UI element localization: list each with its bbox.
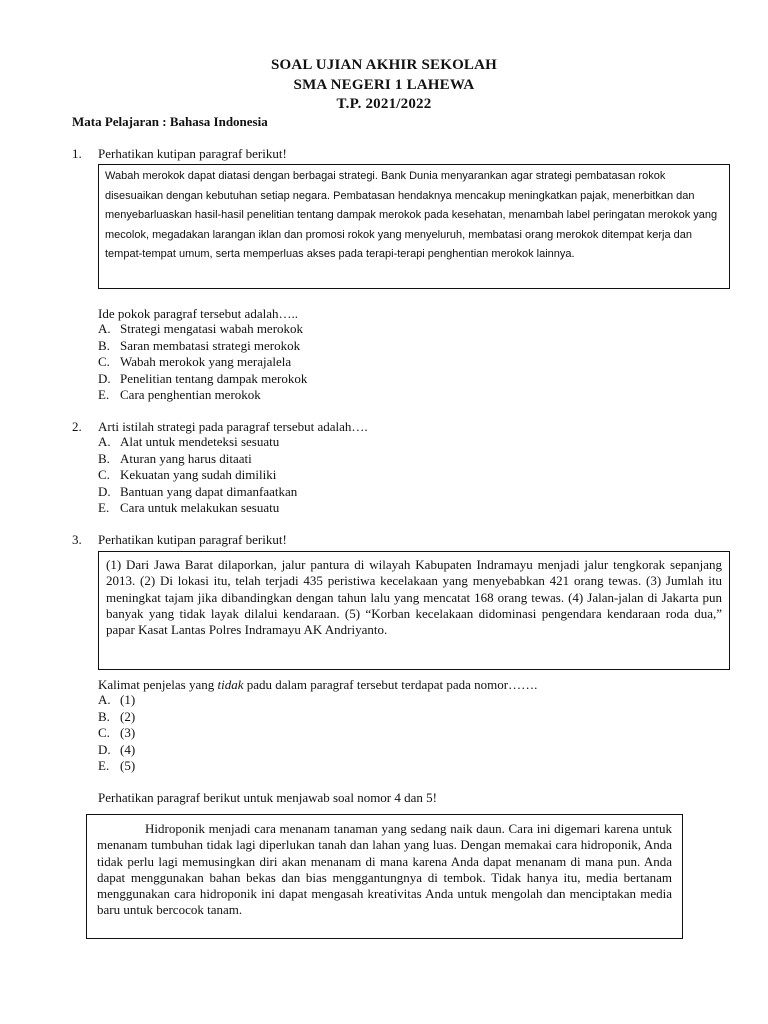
exam-title: SOAL UJIAN AKHIR SEKOLAH <box>270 57 498 73</box>
subject-label: Mata Pelajaran : Bahasa Indonesia <box>72 114 268 129</box>
passage-box-4 <box>86 814 683 939</box>
school-name: SMA NEGERI 1 LAHEWA <box>293 77 475 93</box>
option[interactable]: E. Cara penghentian merokok <box>98 387 261 402</box>
option[interactable]: C. Kekuatan yang sudah dimiliki <box>98 467 277 482</box>
question-3-options <box>98 692 135 775</box>
option[interactable]: A. Strategi mengatasi wabah merokok <box>98 321 304 336</box>
option[interactable]: B. Saran membatasi strategi merokok <box>98 337 301 353</box>
question-3-text: Kalimat penjelas yang tidak padu dalam paragraf tersebut terdapat pada nomor……. <box>98 677 538 692</box>
question-2-text: Arti istilah strategi pada paragraf tersebut adalah…. <box>98 419 368 434</box>
passage-1-text: Wabah merokok dapat diatasi dengan berbagai strategi. Bank Dunia menyarankan agar strategi pembatasan rokok disesuaikan dengan kebutuhan setiap negara. Pembatasan hendaknya mencakup meningkatkan pajak, menerbitkan dan menyebarluaskan hasil-hasil penelitian tentang dampak merokok pada kesehatan, menambah label peringatan merokok yang mecolok, megadakan larangan iklan dan promosi rokok yang menyeluruh, membatasi orang merokok ditempat kerja dan tempat-tempat umum, serta memperluas akses pada terapi-terapi penghentian merokok lainnya. <box>105 170 718 260</box>
option[interactable]: D. (4) <box>98 741 136 757</box>
option[interactable]: C. Wabah merokok yang merajalela <box>98 354 292 369</box>
question-3-intro: Perhatikan kutipan paragraf berikut! <box>98 532 287 547</box>
option[interactable]: A. (1) <box>98 692 136 707</box>
option[interactable]: A. Alat untuk mendeteksi sesuatu <box>98 434 280 449</box>
option[interactable]: B. Aturan yang harus ditaati <box>98 450 252 466</box>
question-1-options <box>98 321 307 404</box>
passage-4-text: Hidroponik menjadi cara menanam tanaman yang sedang naik daun. Cara ini digemari karena untuk menanam tumbuhan tidak lagi diperlukan tanah dan lahan yang luas. Dengan memakai cara hidroponik, Anda tidak perlu lagi memusingkan diri akan menanam di mana karena Anda dapat menanam di mana pun. Anda dapat menggunakan bahan bekas dan bias menggantungnya di tembok. Tidak hanya itu, media bertanam menggunakan cara hidroponik ini dapat mengasah kreativitas Anda untuk mengolah dan menciptakan media baru untuk bercocok tanam. <box>97 821 672 918</box>
question-1-number: 1. <box>72 146 82 161</box>
option[interactable]: D. Penelitian tentang dampak merokok <box>98 370 308 386</box>
option[interactable]: E. (5) <box>98 758 136 773</box>
option[interactable]: D. Bantuan yang dapat dimanfaatkan <box>98 483 298 499</box>
question-3-number: 3. <box>72 532 82 547</box>
passage-3-text: (1) Dari Jawa Barat dilaporkan, jalur pantura di wilayah Kabupaten Indramayu menjadi jalur tengkorak sepanjang 2013. (2) Di lokasi itu, telah terjadi 435 peristiwa kecelakaan yang menyebabkan 421 orang tewas. (3) Jumlah itu meningkat tajam jika dibandingkan dengan tahun lalu yang mencatat 168 orang tewas. (4) Jalan-jalan di Jakarta pun banyak yang tidak layak dilalui kendaraan. (5) “Korban kecelakaan didominasi pengendara kendaraan roda dua,” papar Kasat Lantas Polres Indramayu AK Andriyanto. <box>106 557 722 638</box>
question-2-options <box>98 434 297 517</box>
passage-box-3 <box>98 551 730 670</box>
option[interactable]: B. (2) <box>98 708 136 724</box>
question-1-text: Ide pokok paragraf tersebut adalah….. <box>98 306 298 321</box>
option[interactable]: C. (3) <box>98 725 136 740</box>
passage-box-1 <box>98 164 730 289</box>
school-year: T.P. 2021/2022 <box>336 96 432 112</box>
question-1-intro: Perhatikan kutipan paragraf berikut! <box>98 146 287 161</box>
option[interactable]: E. Cara untuk melakukan sesuatu <box>98 500 280 515</box>
question-4-5-intro: Perhatikan paragraf berikut untuk menjawab soal nomor 4 dan 5! <box>98 790 437 805</box>
question-2-number: 2. <box>72 419 82 434</box>
